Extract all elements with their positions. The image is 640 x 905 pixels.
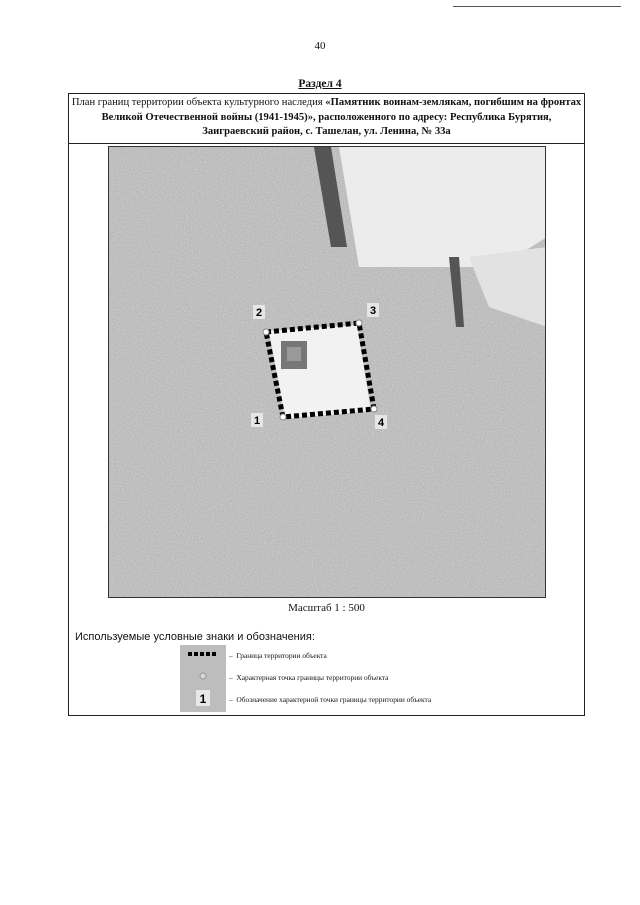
legend-text-boundary: Граница территории объекта <box>236 651 327 660</box>
plan-frame <box>68 93 585 716</box>
point-label-1: 1 <box>253 415 261 427</box>
monument-plot <box>269 325 371 419</box>
boundary-point-1 <box>280 414 286 420</box>
point-label-4: 4 <box>377 417 385 429</box>
plan-title-prefix: План границ территории объекта культурного наследия <box>71 97 323 108</box>
legend-symbols <box>180 645 226 712</box>
point-label-3: 3 <box>369 305 377 317</box>
header-rule <box>453 6 621 7</box>
plan-title <box>69 94 584 144</box>
section-title: Раздел 4 <box>298 78 342 90</box>
map-scale: Масштаб 1 : 500 <box>288 602 365 614</box>
monument <box>287 347 301 361</box>
boundary-point-2 <box>263 329 269 335</box>
boundary-point-3 <box>356 320 362 326</box>
plan-title-bold: «Памятник воинам-землякам, погибшим на фронтах Великой Отечественной войны (1941-1945)», расположенного по адресу: Республика Бурятия, Заиграевский район, с. Ташелан, ул. Ленина, № 33а <box>101 97 582 137</box>
aerial-map <box>108 146 546 598</box>
legend-title: Используемые условные знаки и обозначения: <box>75 631 315 643</box>
boundary-point-4 <box>371 406 377 412</box>
legend-item-boundary: – Граница территории объекта <box>229 651 327 660</box>
legend-point-symbol <box>200 673 206 679</box>
legend-item-label: – Обозначение характерной точки границы территории объекта <box>229 695 432 704</box>
legend-label-symbol: 1 <box>199 692 207 706</box>
map-image <box>109 147 546 598</box>
page-number: 40 <box>314 40 326 52</box>
point-label-2: 2 <box>255 307 263 319</box>
legend-item-point: – Характерная точка границы территории объекта <box>229 673 389 682</box>
legend-text-label: Обозначение характерной точки границы территории объекта <box>236 695 432 704</box>
building-area <box>339 147 546 267</box>
legend-text-point: Характерная точка границы территории объекта <box>236 673 389 682</box>
